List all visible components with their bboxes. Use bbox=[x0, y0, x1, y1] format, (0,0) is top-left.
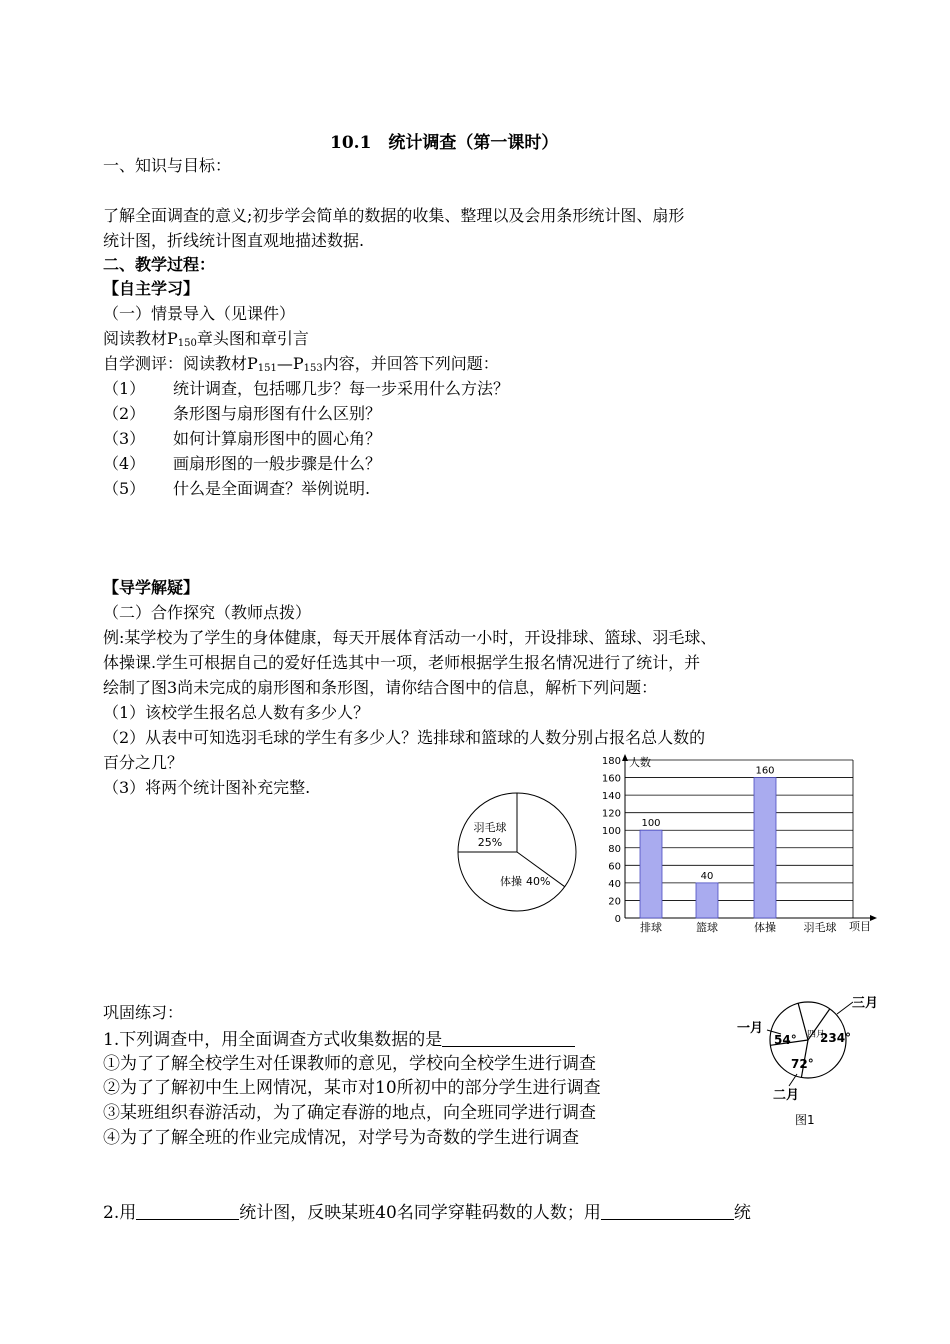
section2-heading: 二、教学过程： bbox=[103, 255, 216, 274]
bar-category-羽毛球: 羽毛球 bbox=[803, 921, 837, 934]
exercise-q2-prefix: 2.用 bbox=[103, 1203, 137, 1223]
read-line bbox=[103, 326, 309, 349]
test-page-end: 153 bbox=[303, 363, 323, 374]
exercise-q1-blank[interactable] bbox=[442, 1031, 575, 1047]
bar-ylabel: 人数 bbox=[629, 756, 651, 769]
section1-body-line1: 了解全面调查的意义;初步学会简单的数据的收集、整理以及会用条形统计图、扇形 bbox=[103, 206, 685, 225]
question-2 bbox=[103, 401, 381, 424]
bar-ytick-60: 60 bbox=[608, 861, 621, 873]
example-q3: （3）将两个统计图补充完整. bbox=[103, 778, 311, 797]
question-3-num: （3） bbox=[103, 429, 146, 448]
bar-ytick-100: 100 bbox=[601, 826, 621, 838]
bar-category-体操: 体操 bbox=[754, 921, 776, 934]
sports-pie-chart bbox=[450, 785, 590, 915]
month-leader-mar bbox=[837, 1002, 853, 1014]
question-4 bbox=[103, 451, 381, 474]
bar-label-排球: 100 bbox=[641, 818, 661, 830]
bar-排球 bbox=[640, 830, 662, 918]
month-angle-mar: 234° bbox=[820, 1031, 852, 1045]
guide-heading: 【导学解疑】 bbox=[103, 578, 200, 597]
question-5 bbox=[103, 476, 370, 499]
exercise-q1-text: 1.下列调查中，用全面调查方式收集数据的是 bbox=[103, 1030, 443, 1050]
bar-ytick-140: 140 bbox=[601, 791, 621, 803]
question-4-num: （4） bbox=[103, 454, 146, 473]
bar-xlabel: 项目 bbox=[849, 920, 871, 933]
pie-value-badminton: 25% bbox=[477, 836, 503, 849]
bar-ytick-160: 160 bbox=[601, 773, 621, 785]
exercise-option-4: ④为了了解全班的作业完成情况，对学号为奇数的学生进行调查 bbox=[103, 1128, 579, 1148]
test-page-start: 151 bbox=[257, 363, 277, 374]
pie-label-badminton: 羽毛球 bbox=[473, 821, 507, 834]
month-label-jan: 一月 bbox=[737, 1021, 764, 1036]
test-dash: —P bbox=[276, 354, 304, 373]
bar-label-篮球: 40 bbox=[700, 870, 714, 882]
bar-label-体操: 160 bbox=[755, 765, 775, 777]
exercise-heading: 巩固练习： bbox=[103, 1003, 184, 1022]
pie-label-gymnastics-name: 体操 bbox=[500, 875, 522, 888]
example-q2-line2: 百分之几？ bbox=[103, 753, 184, 772]
intro-line: （一）情景导入（见课件） bbox=[103, 304, 296, 323]
bar-ytick-120: 120 bbox=[601, 808, 621, 820]
question-2-text: 条形图与扇形图有什么区别？ bbox=[173, 404, 382, 423]
question-4-text: 画扇形图的一般步骤是什么？ bbox=[173, 454, 382, 473]
question-1-text: 统计调查，包括哪几步？每一步采用什么方法？ bbox=[173, 379, 510, 398]
bar-x-axis-arrow bbox=[870, 915, 877, 921]
month-leader-feb bbox=[789, 1074, 797, 1086]
exercise-q2-blank2[interactable] bbox=[601, 1204, 734, 1220]
self-study-heading: 【自主学习】 bbox=[103, 279, 200, 298]
page-title: 10.1 统计调查（第一课时） bbox=[330, 133, 559, 153]
test-prefix: 自学测评：阅读教材P bbox=[103, 354, 258, 373]
bar-ytick-40: 40 bbox=[608, 878, 621, 890]
exercise-q2-end: 统 bbox=[733, 1203, 751, 1223]
read-rest: 章头图和章引言 bbox=[196, 329, 309, 348]
read-prefix: 阅读教材P bbox=[103, 329, 178, 348]
exercise-q2-blank1[interactable] bbox=[136, 1204, 239, 1220]
bar-ytick-20: 20 bbox=[608, 896, 621, 908]
example-line1: 例:某学校为了学生的身体健康，每天开展体育活动一小时，开设排球、篮球、羽毛球、 bbox=[103, 628, 717, 647]
month-angle-feb: 72° bbox=[791, 1057, 814, 1071]
month-label-mar: 三月 bbox=[852, 996, 879, 1011]
sports-bar-chart bbox=[595, 752, 885, 942]
test-rest: 内容，并回答下列问题： bbox=[322, 354, 499, 373]
exercise-option-1: ①为了了解全校学生对任课教师的意见，学校向全校学生进行调查 bbox=[103, 1054, 596, 1074]
bar-ytick-180: 180 bbox=[601, 756, 621, 767]
month-pie-chart bbox=[735, 990, 885, 1130]
question-1 bbox=[103, 376, 509, 399]
bar-category-排球: 排球 bbox=[640, 921, 662, 934]
month-pie-caption: 图1 bbox=[795, 1113, 815, 1127]
question-3-text: 如何计算扇形图中的圆心角？ bbox=[173, 429, 382, 448]
question-5-text: 什么是全面调查？举例说明. bbox=[173, 479, 371, 498]
exercise-q2 bbox=[103, 1198, 751, 1223]
question-1-num: （1） bbox=[103, 379, 146, 398]
example-q2-line1: （2）从表中可知选羽毛球的学生有多少人？选排球和篮球的人数分别占报名总人数的 bbox=[103, 728, 706, 747]
question-5-num: （5） bbox=[103, 479, 146, 498]
question-2-num: （2） bbox=[103, 404, 146, 423]
month-angle-jan: 54° bbox=[774, 1033, 797, 1047]
bar-ytick-80: 80 bbox=[608, 843, 621, 855]
example-q1: （1）该校学生报名总人数有多少人？ bbox=[103, 703, 370, 722]
pie-label-gymnastics bbox=[500, 874, 550, 888]
example-line2: 体操课.学生可根据自己的爱好任选其中一项，老师根据学生报名情况进行了统计，并 bbox=[103, 653, 701, 672]
question-3 bbox=[103, 426, 381, 449]
exercise-q2-middle: 统计图，反映某班40名同学穿鞋码数的人数；用 bbox=[239, 1203, 601, 1223]
guide-sub: （二）合作探究（教师点拨） bbox=[103, 603, 312, 622]
section1-body-line2: 统计图，折线统计图直观地描述数据. bbox=[103, 231, 365, 250]
month-label-apr: 四月 bbox=[807, 1030, 826, 1040]
test-line bbox=[103, 351, 499, 374]
bar-篮球 bbox=[696, 883, 718, 918]
month-label-feb: 二月 bbox=[773, 1088, 800, 1103]
bar-category-篮球: 篮球 bbox=[696, 921, 718, 934]
example-line3: 绘制了图3尚未完成的扇形图和条形图，请你结合图中的信息，解析下列问题： bbox=[103, 678, 658, 697]
pie-value-gymnastics: 40% bbox=[526, 875, 551, 888]
exercise-option-2: ②为了了解初中生上网情况，某市对10所初中的部分学生进行调查 bbox=[103, 1078, 601, 1098]
bar-y-axis-arrow bbox=[622, 754, 628, 761]
read-page: 150 bbox=[177, 338, 197, 349]
exercise-q1 bbox=[103, 1025, 575, 1050]
bar-ytick-0: 0 bbox=[614, 914, 621, 925]
exercise-option-3: ③某班组织春游活动，为了确定春游的地点，向全班同学进行调查 bbox=[103, 1103, 596, 1123]
bar-体操 bbox=[754, 778, 776, 918]
section1-heading: 一、知识与目标： bbox=[103, 156, 232, 175]
